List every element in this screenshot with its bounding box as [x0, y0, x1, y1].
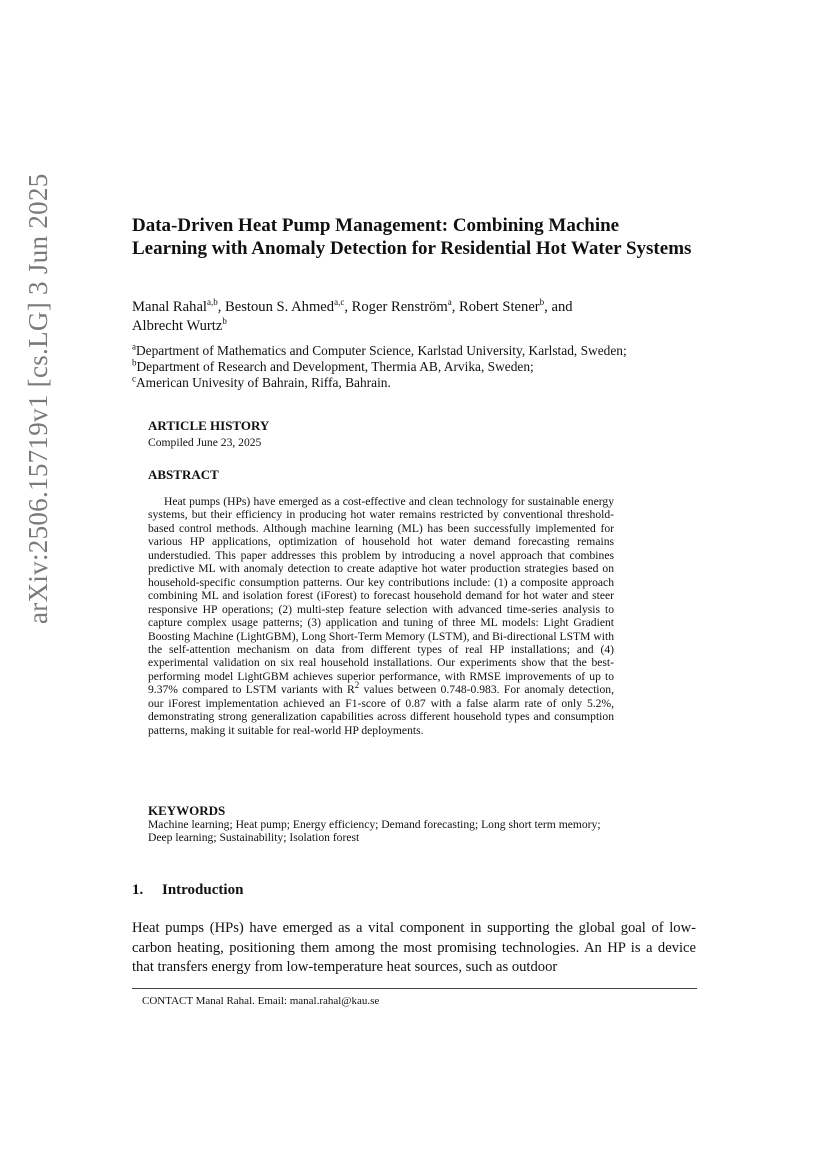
author-separator: ,	[344, 299, 352, 315]
abstract-text: Heat pumps (HPs) have emerged as a cost-effective and clean technology for sustainable energy systems, but their efficiency in producing hot water remains restricted by conventional threshold-based control methods. Although machine learning (ML) has been successfully implemented for various HP applications, optimization of household hot water demand forecasting remains understudied. This paper addresses this problem by introducing a novel approach that combines predictive ML with anomaly detection to create adaptive hot water production strategies based on household-specific consumption patterns. Our key contributions include: (1) a composite approach combining ML and isolation forest (iForest) to forecast household demand for hot water and steer responsive HP operations; (2) multi-step feature selection with advanced time-series analysis to capture complex usage patterns; (3) application and tuning of three ML models: Light Gradient Boosting Machine (LightGBM), Long Short-Term Memory (LSTM), and Bi-directional LSTM with the self-attention mechanism on data from different types of real HP installations; and (4) experimental validation on six real household installations. Our experiments show that the best-performing model LightGBM achieves superior performance, with RMSE improvements of up to 9.37% compared to LSTM variants with R	[148, 495, 614, 697]
paper-title: Data-Driven Heat Pump Management: Combining Machine Learning with Anomaly Detection for Residential Hot Water Systems	[132, 215, 692, 259]
compiled-date: Compiled June 23, 2025	[148, 436, 262, 449]
abstract-body	[148, 495, 614, 737]
affiliation-key: c	[132, 373, 136, 384]
affiliation-text: American Univesity of Bahrain, Riffa, Bahrain.	[136, 375, 391, 390]
author-separator: ,	[451, 299, 460, 315]
author: Robert Stener	[459, 299, 540, 315]
section-number: 1.	[132, 882, 144, 898]
section-heading	[132, 882, 243, 899]
article-history-heading: ARTICLE HISTORY	[148, 418, 270, 433]
keywords-heading: KEYWORDS	[148, 803, 226, 818]
author: Albrecht Wurtz	[132, 318, 223, 334]
author-affiliation-mark: a,b	[206, 297, 218, 308]
author-affiliation-mark: b	[539, 297, 545, 308]
affiliation-key: a	[132, 341, 136, 352]
contact-footnote: CONTACT Manal Rahal. Email: manal.rahal@kau.se	[142, 995, 380, 1007]
affiliation-text: Department of Research and Development, Thermia AB, Arvika, Sweden;	[136, 359, 534, 374]
affiliation-text: Department of Mathematics and Computer Science, Karlstad University, Karlstad, Sweden;	[136, 343, 627, 358]
affiliation-key: b	[132, 357, 137, 368]
author-affiliation-mark: a,c	[334, 297, 345, 308]
superscript: 2	[354, 680, 360, 691]
arxiv-stamp: arXiv:2506.15719v1 [cs.LG] 3 Jun 2025	[23, 173, 53, 624]
section-title: Introduction	[162, 882, 244, 898]
abstract-heading: ABSTRACT	[148, 467, 219, 482]
author: Roger Renström	[351, 299, 448, 315]
introduction-paragraph: Heat pumps (HPs) have emerged as a vital component in supporting the global goal of low-carbon heating, positioning them among the most promising technologies. An HP is a device that transfers energy from low-temperature heat sources, such as outdoor	[132, 920, 696, 976]
author: Manal Rahal	[132, 299, 207, 315]
keywords-text: Machine learning; Heat pump; Energy efficiency; Demand forecasting; Long short term memory; Deep learning; Sustainability; Isolation forest	[148, 818, 601, 845]
author: Bestoun S. Ahmed	[225, 299, 335, 315]
affiliation	[132, 359, 712, 375]
author-list	[132, 298, 692, 336]
abstract-text-end: values between 0.748-0.983. For anomaly detection, our iForest implementation achieved an F1-score of 0.87 with a false alarm rate of only 5.2%, demonstrating strong generalization capabilities across different household types and consumption patterns, making it suitable for real-world HP deployments.	[148, 683, 615, 737]
author-separator: , and	[544, 299, 573, 315]
footnote-rule	[132, 988, 697, 989]
affiliation	[132, 343, 712, 359]
affiliations	[132, 343, 712, 391]
author-affiliation-mark: a	[447, 297, 452, 308]
author-affiliation-mark: b	[222, 316, 227, 327]
affiliation	[132, 375, 712, 391]
author-separator: ,	[217, 299, 226, 315]
